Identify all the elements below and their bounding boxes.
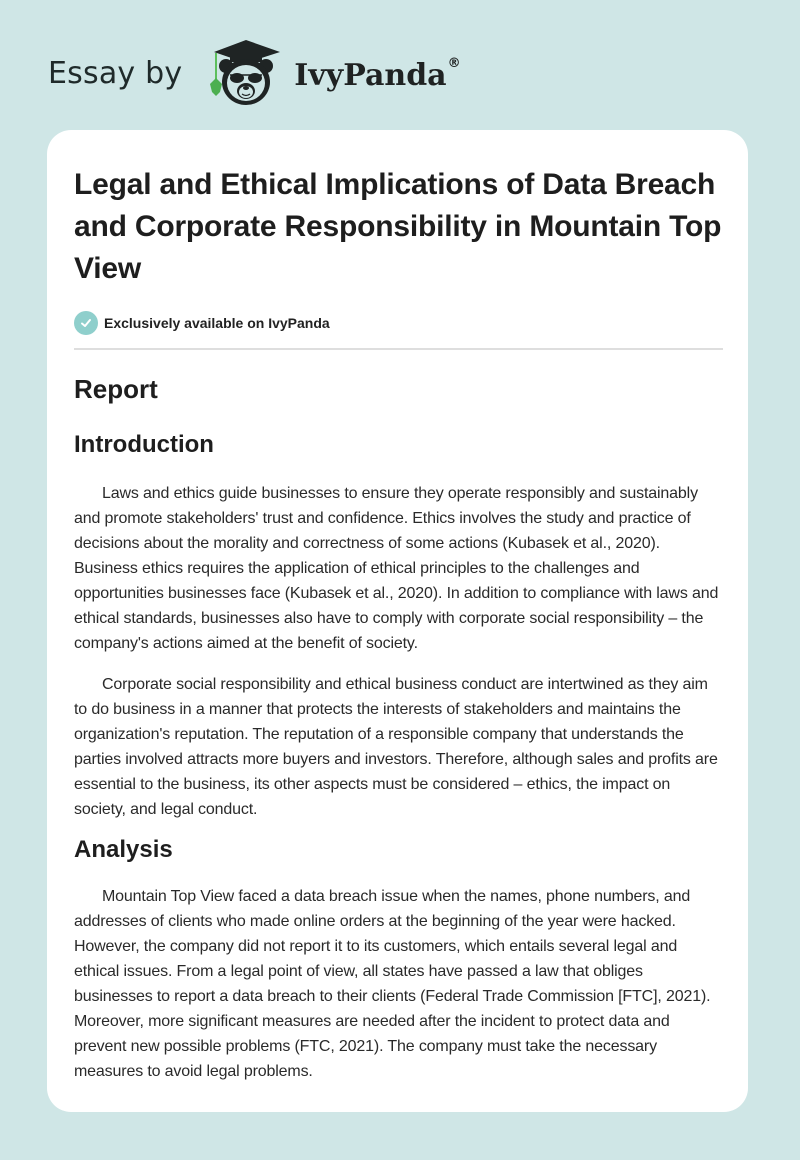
site-header	[48, 34, 461, 110]
title-divider	[74, 348, 723, 350]
essay-card	[47, 130, 748, 1112]
intro-paragraph-1: Laws and ethics guide businesses to ensure they operate responsibly and sustainably and promote stakeholders' trust and confidence. Ethics involves the study and practice of decisions about the morality and correctness of some actions (Kubasek et al., 2020). Business ethics requires the application of ethical principles to the challenges and opportunities businesses face (Kubasek et al., 2020). In addition to compliance with laws and ethical standards, businesses also have to comply with corporate social responsibility – the company's actions aimed at the benefit of society.	[74, 485, 719, 652]
section-heading-introduction: Introduction	[74, 431, 214, 458]
exclusive-badge	[74, 310, 724, 336]
brand-name: IvyPanda®	[294, 55, 461, 93]
intro-paragraph-2: Corporate social responsibility and ethical business conduct are intertwined as they aim to do business in a manner that protects the interests of stakeholders and maintains the organization's reputation. The reputation of a responsible company that understands the parties involved attracts more buyers and investors. Therefore, although sales and profits are essential to the business, its other aspects must be considered – ethics, the impact on society, and legal conduct.	[74, 676, 718, 818]
check-circle-icon	[74, 311, 98, 335]
essay-title: Legal and Ethical Implications of Data Breach and Corporate Responsibility in Mountain Top View	[74, 168, 722, 285]
section-heading-analysis: Analysis	[74, 836, 173, 863]
essay-by-label: Essay by	[48, 55, 183, 91]
exclusive-badge-text: Exclusively available on IvyPanda	[104, 315, 330, 331]
ivypanda-logo-link[interactable]	[200, 34, 460, 110]
panda-graduation-cap-icon	[200, 34, 290, 110]
doc-type-heading: Report	[74, 374, 158, 404]
essay-content	[74, 164, 724, 1084]
analysis-paragraph-1: Mountain Top View faced a data breach issue when the names, phone numbers, and addresses of clients who made online orders at the beginning of the year were hacked. However, the company did not report it to its customers, which entails several legal and ethical issues. From a legal point of view, all states have passed a law that obliges businesses to report a data breach to their clients (Federal Trade Commission [FTC], 2021). Moreover, more significant measures are needed after the incident to protect data and prevent new possible problems (FTC, 2021). The company must take the necessary measures to avoid legal problems.	[74, 888, 711, 1080]
